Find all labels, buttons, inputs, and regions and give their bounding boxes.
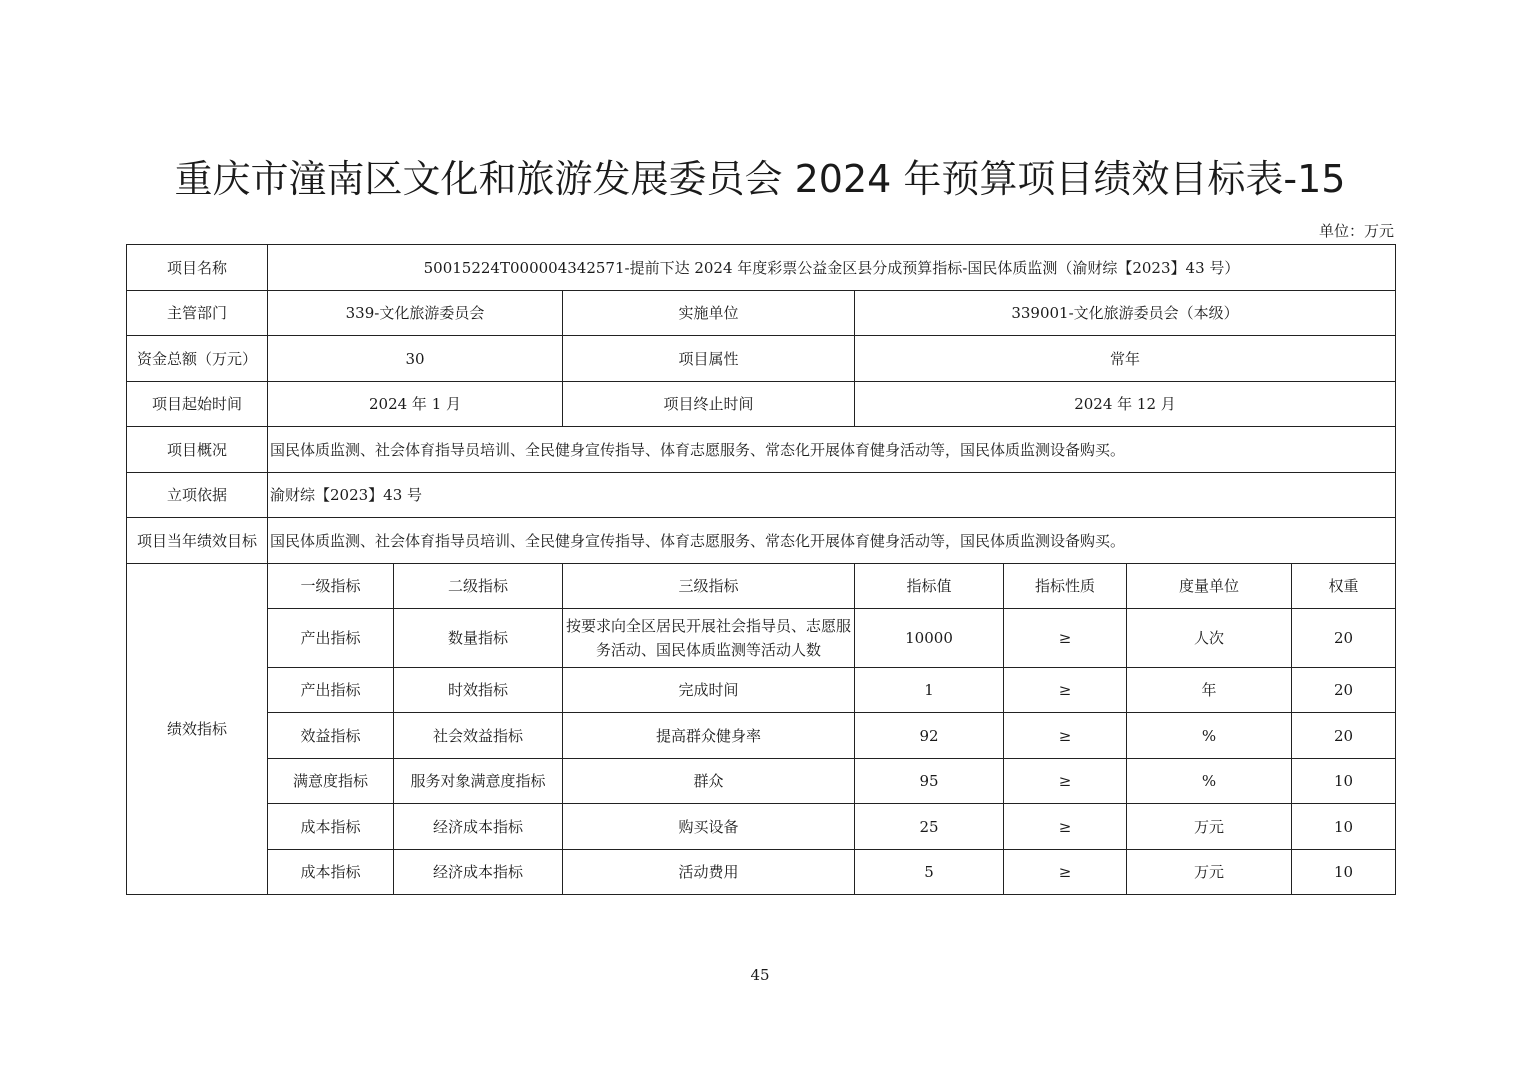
dept-label: 主管部门 xyxy=(127,291,268,336)
funds-value: 30 xyxy=(268,336,563,382)
unit-cell: 万元 xyxy=(1127,804,1292,850)
row-funds xyxy=(127,336,1396,382)
header-cell: 一级指标 xyxy=(268,564,394,609)
level1-cell: 成本指标 xyxy=(268,850,394,895)
dept-value: 339-文化旅游委员会 xyxy=(268,291,563,336)
level3-cell: 活动费用 xyxy=(563,850,855,895)
table-row xyxy=(127,850,1396,895)
weight-cell: 20 xyxy=(1292,609,1396,668)
level2-cell: 时效指标 xyxy=(394,668,563,713)
start-value: 2024 年 1 月 xyxy=(268,382,563,427)
performance-table xyxy=(126,244,1396,895)
weight-cell: 10 xyxy=(1292,804,1396,850)
unit-cell: % xyxy=(1127,759,1292,804)
level1-cell: 成本指标 xyxy=(268,804,394,850)
value-cell: 10000 xyxy=(855,609,1004,668)
header-cell: 权重 xyxy=(1292,564,1396,609)
goal-value: 国民体质监测、社会体育指导员培训、全民健身宣传指导、体育志愿服务、常态化开展体育健身活动等，国民体质监测设备购买。 xyxy=(268,518,1396,564)
row-project-name xyxy=(127,245,1396,291)
weight-cell: 20 xyxy=(1292,713,1396,759)
level1-cell: 产出指标 xyxy=(268,668,394,713)
level3-cell: 完成时间 xyxy=(563,668,855,713)
level3-cell: 购买设备 xyxy=(563,804,855,850)
value-cell: 92 xyxy=(855,713,1004,759)
level2-cell: 经济成本指标 xyxy=(394,850,563,895)
nature-cell: ≥ xyxy=(1004,850,1127,895)
indicators-label: 绩效指标 xyxy=(127,564,268,895)
nature-cell: ≥ xyxy=(1004,668,1127,713)
nature-cell: ≥ xyxy=(1004,713,1127,759)
row-overview xyxy=(127,427,1396,473)
unit-cell: % xyxy=(1127,713,1292,759)
row-time xyxy=(127,382,1396,427)
value-cell: 95 xyxy=(855,759,1004,804)
nature-cell: ≥ xyxy=(1004,804,1127,850)
level2-cell: 经济成本指标 xyxy=(394,804,563,850)
attr-label: 项目属性 xyxy=(563,336,855,382)
header-cell: 指标值 xyxy=(855,564,1004,609)
table-row xyxy=(127,609,1396,668)
value-cell: 1 xyxy=(855,668,1004,713)
unit-cell: 万元 xyxy=(1127,850,1292,895)
row-department xyxy=(127,291,1396,336)
level3-cell: 按要求向全区居民开展社会指导员、志愿服务活动、国民体质监测等活动人数 xyxy=(563,609,855,668)
table-row xyxy=(127,713,1396,759)
weight-cell: 20 xyxy=(1292,668,1396,713)
row-basis xyxy=(127,473,1396,518)
level2-cell: 社会效益指标 xyxy=(394,713,563,759)
funds-label: 资金总额（万元） xyxy=(127,336,268,382)
end-value: 2024 年 12 月 xyxy=(855,382,1396,427)
basis-value: 渝财综【2023】43 号 xyxy=(268,473,1396,518)
level2-cell: 数量指标 xyxy=(394,609,563,668)
start-label: 项目起始时间 xyxy=(127,382,268,427)
end-label: 项目终止时间 xyxy=(563,382,855,427)
unit-cell: 年 xyxy=(1127,668,1292,713)
header-cell: 二级指标 xyxy=(394,564,563,609)
header-cell: 度量单位 xyxy=(1127,564,1292,609)
level3-cell: 群众 xyxy=(563,759,855,804)
level2-cell: 服务对象满意度指标 xyxy=(394,759,563,804)
table-row xyxy=(127,759,1396,804)
weight-cell: 10 xyxy=(1292,850,1396,895)
level1-cell: 满意度指标 xyxy=(268,759,394,804)
weight-cell: 10 xyxy=(1292,759,1396,804)
overview-label: 项目概况 xyxy=(127,427,268,473)
level3-cell: 提高群众健身率 xyxy=(563,713,855,759)
page-title: 重庆市潼南区文化和旅游发展委员会 2024 年预算项目绩效目标表-15 xyxy=(174,157,1346,201)
goal-label: 项目当年绩效目标 xyxy=(127,518,268,564)
project-name-label: 项目名称 xyxy=(127,245,268,291)
nature-cell: ≥ xyxy=(1004,759,1127,804)
nature-cell: ≥ xyxy=(1004,609,1127,668)
table-row xyxy=(127,668,1396,713)
header-cell: 指标性质 xyxy=(1004,564,1127,609)
impl-value: 339001-文化旅游委员会（本级） xyxy=(855,291,1396,336)
header-cell: 三级指标 xyxy=(563,564,855,609)
value-cell: 25 xyxy=(855,804,1004,850)
unit-cell: 人次 xyxy=(1127,609,1292,668)
overview-value: 国民体质监测、社会体育指导员培训、全民健身宣传指导、体育志愿服务、常态化开展体育健身活动等，国民体质监测设备购买。 xyxy=(268,427,1396,473)
unit-label: 单位：万元 xyxy=(1318,222,1394,240)
page-number: 45 xyxy=(750,966,770,984)
row-goal xyxy=(127,518,1396,564)
impl-label: 实施单位 xyxy=(563,291,855,336)
table-row xyxy=(127,804,1396,850)
indicator-header-row xyxy=(127,564,1396,609)
level1-cell: 产出指标 xyxy=(268,609,394,668)
attr-value: 常年 xyxy=(855,336,1396,382)
value-cell: 5 xyxy=(855,850,1004,895)
basis-label: 立项依据 xyxy=(127,473,268,518)
project-name-value: 50015224T000004342571-提前下达 2024 年度彩票公益金区县分成预算指标-国民体质监测（渝财综【2023】43 号） xyxy=(268,245,1396,291)
level1-cell: 效益指标 xyxy=(268,713,394,759)
